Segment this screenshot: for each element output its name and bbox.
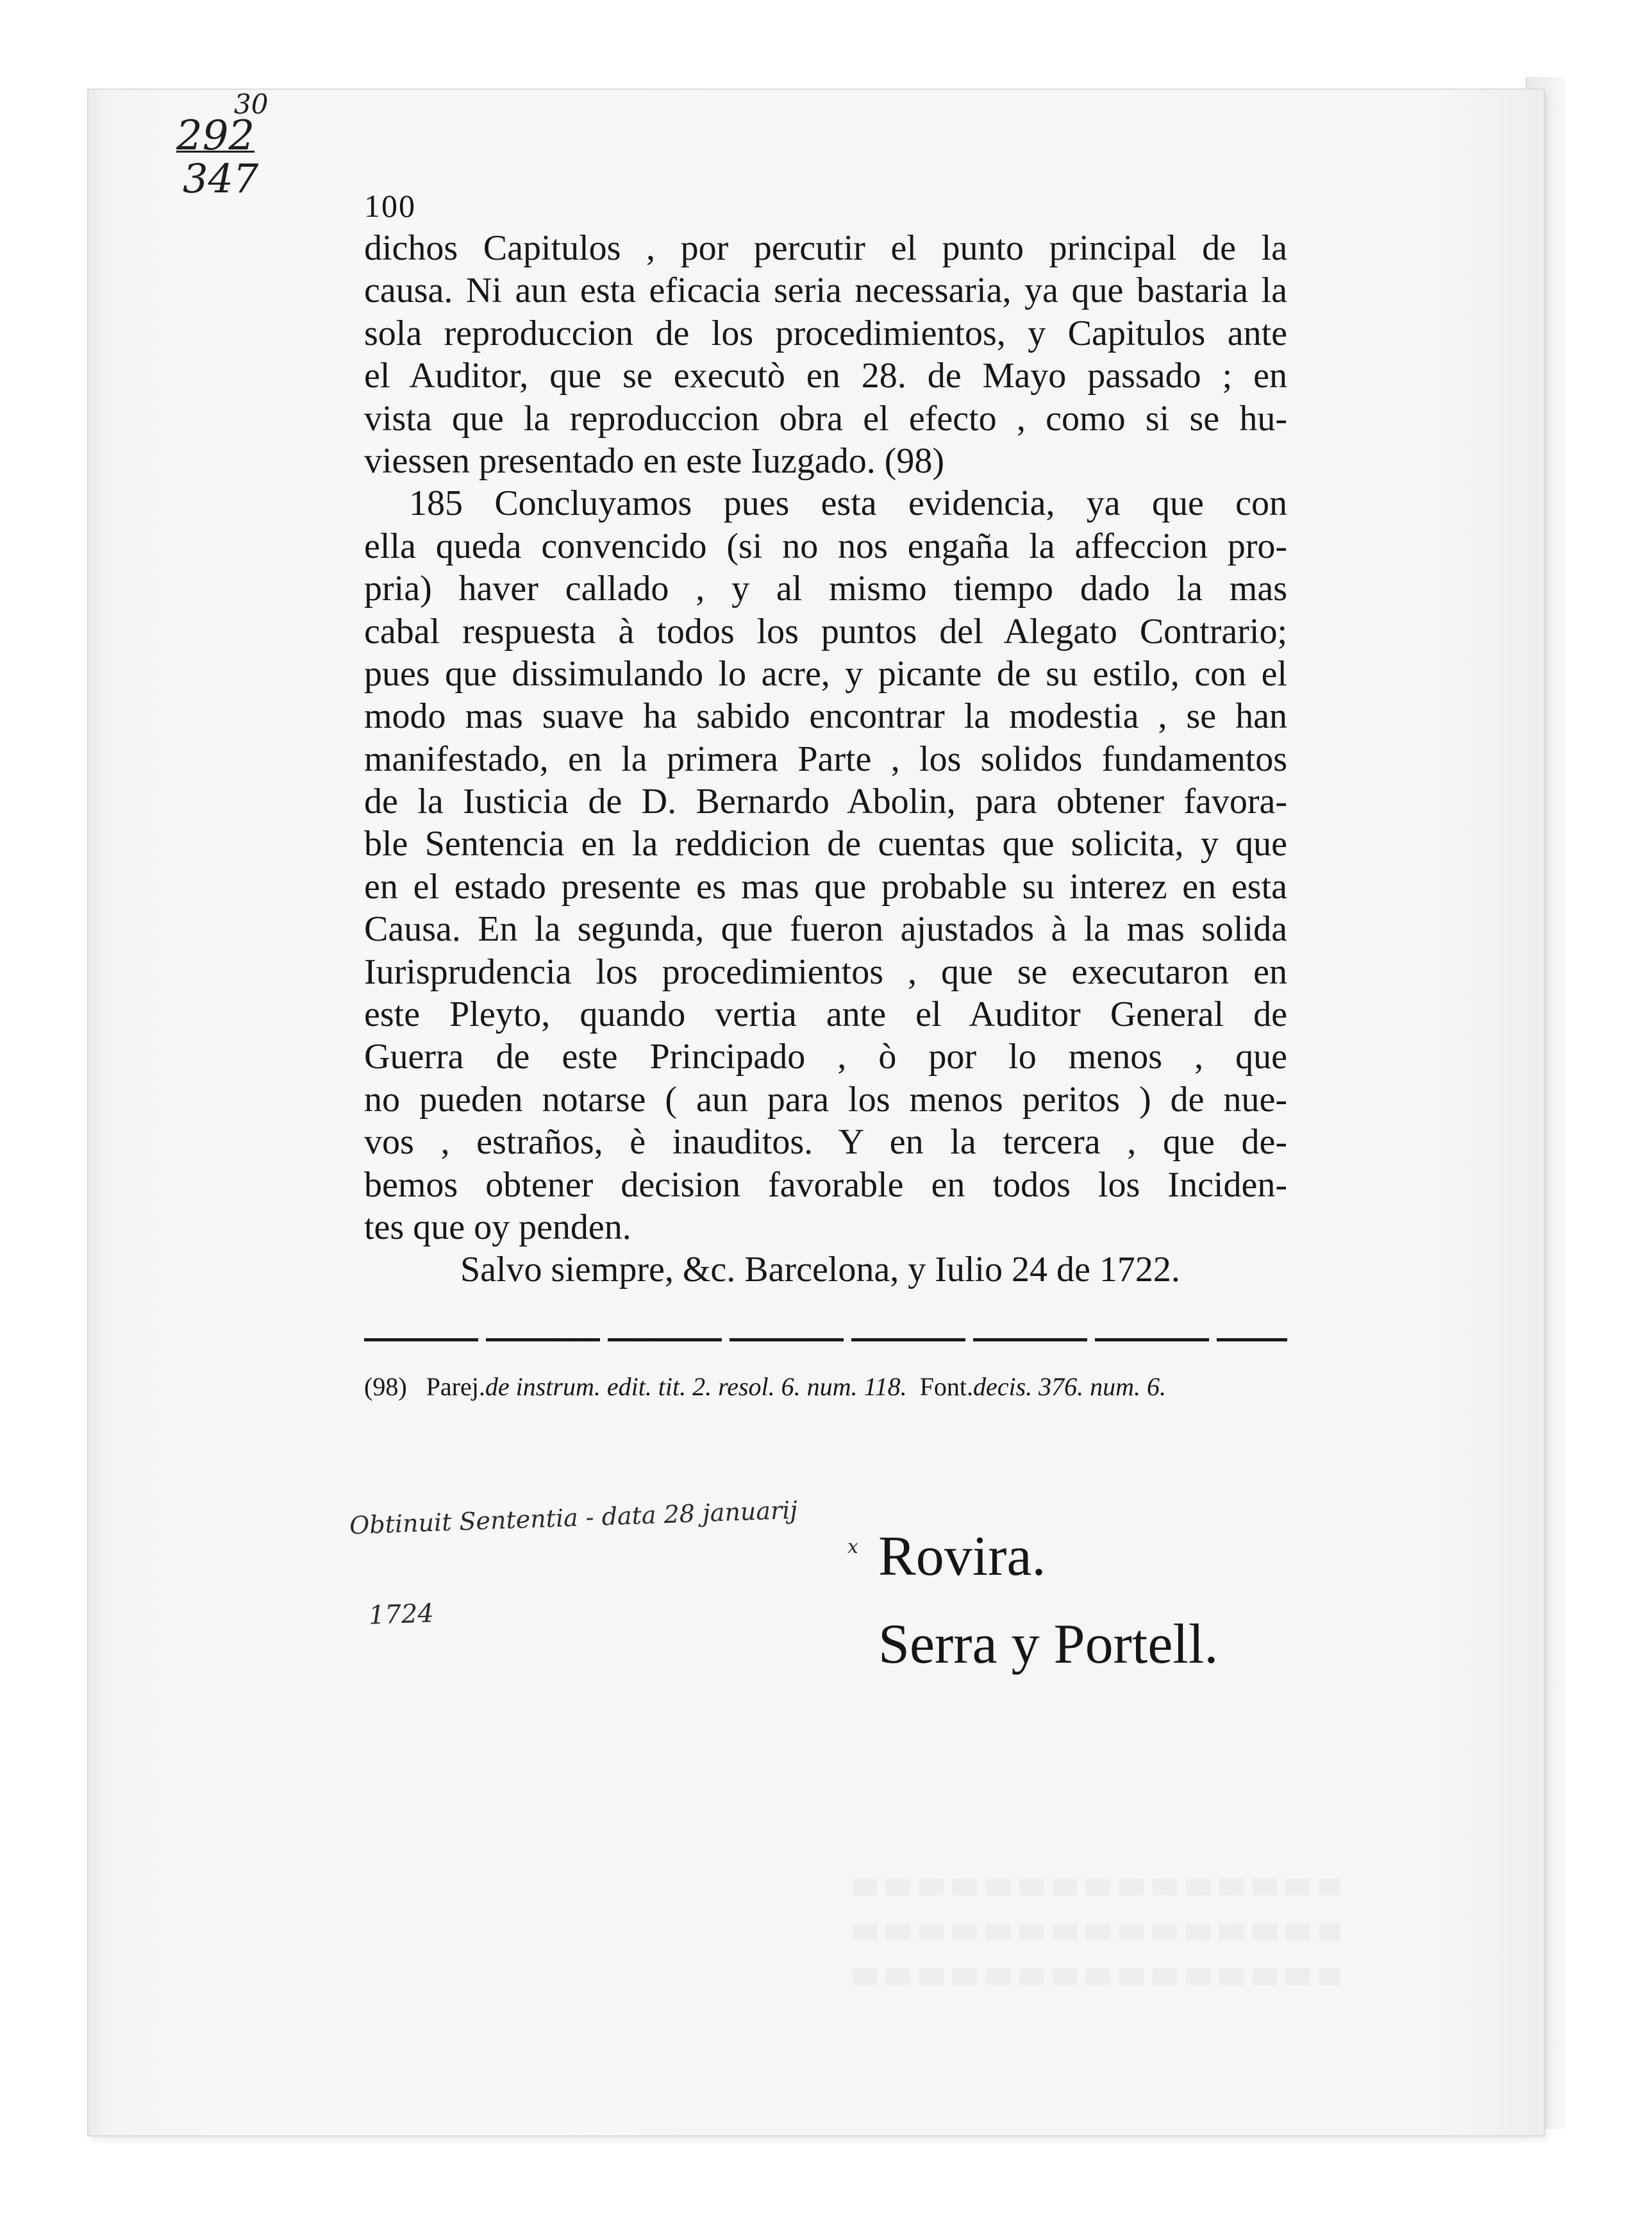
text-line: modo mas suave ha sabido encontrar la modestia , se han — [364, 696, 1287, 737]
text-line: no pueden notarse ( aun para los menos peritos ) de nue- — [364, 1079, 1287, 1120]
text-line: vos , estraños, è inauditos. Y en la tercera , que de- — [364, 1122, 1287, 1163]
bleed-through-line — [853, 1879, 1340, 1895]
footnote-reference-2: decis. 376. num. 6. — [972, 1372, 1167, 1401]
text-line: ella queda convencido (si no nos engaña la affeccion pro- — [364, 526, 1287, 566]
footnote-marker: (98) — [364, 1372, 407, 1401]
signature-rovira: Rovira. — [878, 1525, 1046, 1588]
text-line: pria) haver callado , y al mismo tiempo dado la mas — [364, 569, 1287, 609]
page-number: 100 — [364, 188, 416, 224]
footnote-author-1: Parej. — [426, 1372, 485, 1401]
text-line: vista que la reproduccion obra el efecto , como si se hu- — [364, 398, 1287, 439]
handwritten-note-line-1: Obtinuit Sententia - data 28 januarij — [349, 1495, 798, 1540]
footnote — [364, 1371, 1287, 1403]
text-line: Guerra de este Principado , ò por lo menos , que — [364, 1037, 1287, 1077]
text-line: Iurisprudencia los procedimientos , que se executaron en — [364, 952, 1287, 992]
text-line: cabal respuesta à todos los puntos del Alegato Contrario; — [364, 611, 1287, 651]
archive-mark-bottom: 347 — [183, 155, 259, 202]
text-line: dichos Capitulos , por percutir el punto principal de la — [364, 228, 1287, 268]
body-text — [364, 227, 1287, 1291]
archive-mark-middle: 292 — [176, 112, 255, 160]
text-line: bemos obtener decision favorable en todos los Inciden- — [364, 1164, 1287, 1205]
signature-serra-y-portell: Serra y Portell. — [878, 1613, 1219, 1675]
handwritten-note-line-2: 1724 — [368, 1599, 435, 1631]
footnote-divider — [364, 1338, 1287, 1341]
bleed-through-line — [853, 1968, 1340, 1985]
text-line: en el estado presente es mas que probable su interez en esta — [364, 866, 1287, 907]
footnote-reference-1: de instrum. edit. tit. 2. resol. 6. num. 118. — [485, 1372, 907, 1401]
paragraph-185-start: 185 Concluyamos pues esta evidencia, ya que con — [409, 483, 1287, 524]
text-line: ble Sentencia en la reddicion de cuentas que solicita, y que — [364, 824, 1287, 864]
text-line: causa. Ni aun esta eficacia seria necessaria, ya que bastaria la — [364, 271, 1287, 311]
text-line: este Pleyto, quando vertia ante el Auditor General de — [364, 995, 1287, 1035]
text-line: tes que oy penden. — [364, 1207, 631, 1247]
archive-marks — [163, 88, 292, 202]
footnote-author-2: Font. — [919, 1372, 973, 1401]
text-line: pues que dissimulando lo acre, y picante de su estilo, con el — [364, 653, 1287, 694]
handwritten-mark: x — [847, 1536, 858, 1558]
text-line: viessen presentado en este Iuzgado. (98) — [364, 441, 944, 481]
text-line: manifestado, en la primera Parte , los solidos fundamentos — [364, 739, 1287, 779]
closing-formula: Salvo siempre, &c. Barcelona, y Iulio 24 de 1722. — [460, 1250, 1180, 1290]
text-line: el Auditor, que se executò en 28. de Mayo passado ; en — [364, 356, 1287, 396]
archive-mark-top: 30 — [234, 88, 269, 120]
text-line: sola reproduccion de los procedimientos, y Capitulos ante — [364, 313, 1287, 353]
bleed-through-line — [853, 1924, 1340, 1940]
text-line: Causa. En la segunda, que fueron ajustados à la mas solida — [364, 909, 1287, 950]
text-line: de la Iusticia de D. Bernardo Abolin, para obtener favora- — [364, 782, 1287, 822]
